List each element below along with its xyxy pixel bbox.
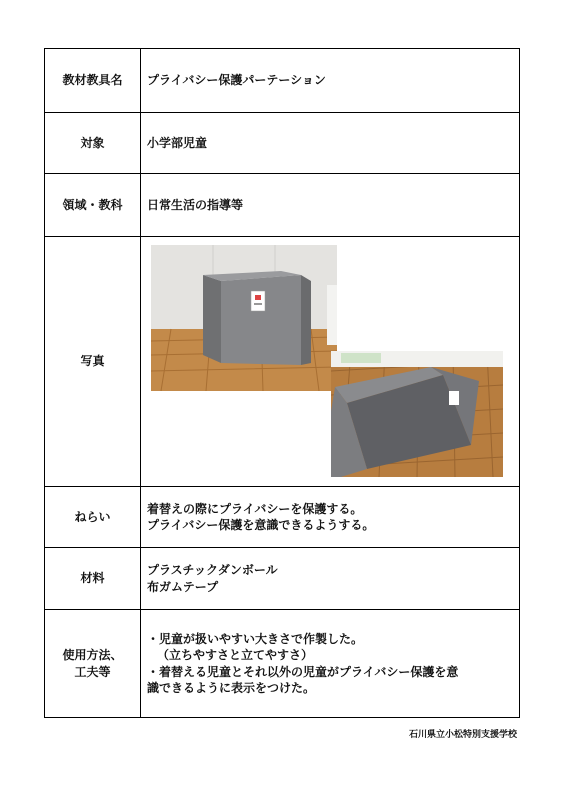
- usage-label-line: 工夫等: [74, 664, 111, 679]
- label-usage: [45, 610, 141, 717]
- usage-label-line: 使用方法、: [62, 648, 123, 663]
- usage-line: 識できるように表示をつけた。: [147, 680, 316, 695]
- school-name: 石川県立小松特別支援学校: [408, 730, 517, 740]
- photo-top-view: [331, 351, 503, 477]
- photo-front-view: [151, 245, 337, 391]
- value-target: 小学部児童: [147, 135, 208, 150]
- label-aim: ねらい: [45, 487, 141, 547]
- value-name: プライバシー保護パーテーション: [147, 73, 326, 88]
- label-photo: 写真: [45, 237, 141, 486]
- photo-cell: [141, 237, 519, 486]
- material-line: 布ガムテープ: [147, 579, 219, 594]
- value-usage: [141, 610, 519, 717]
- row-usage: [45, 609, 519, 717]
- label-target: 対象: [45, 113, 141, 173]
- value-subject: 日常生活の指導等: [147, 197, 244, 212]
- row-target: [45, 112, 519, 173]
- usage-line: （立ちやすさと立てやすさ）: [157, 648, 314, 663]
- row-photo: [45, 236, 519, 486]
- label-subject: 領域・教科: [45, 174, 141, 236]
- usage-line: ・児童が扱いやすい大きさで作製した。: [147, 632, 364, 647]
- label-name: 教材教具名: [45, 49, 141, 112]
- label-materials: 材料: [45, 548, 141, 609]
- row-aim: [45, 486, 519, 547]
- value-materials: [141, 548, 519, 609]
- aim-line: プライバシー保護を意識できるようする。: [147, 518, 375, 532]
- row-name: [45, 49, 519, 112]
- material-line: プラスチックダンボール: [147, 563, 278, 578]
- row-subject: [45, 173, 519, 236]
- usage-line: ・着替える児童とそれ以外の児童がプライバシー保護を意: [147, 664, 459, 679]
- info-table: [44, 48, 520, 718]
- row-materials: [45, 547, 519, 609]
- aim-line: 着替えの際にプライバシーを保護する。: [147, 501, 363, 516]
- value-aim: [141, 487, 519, 547]
